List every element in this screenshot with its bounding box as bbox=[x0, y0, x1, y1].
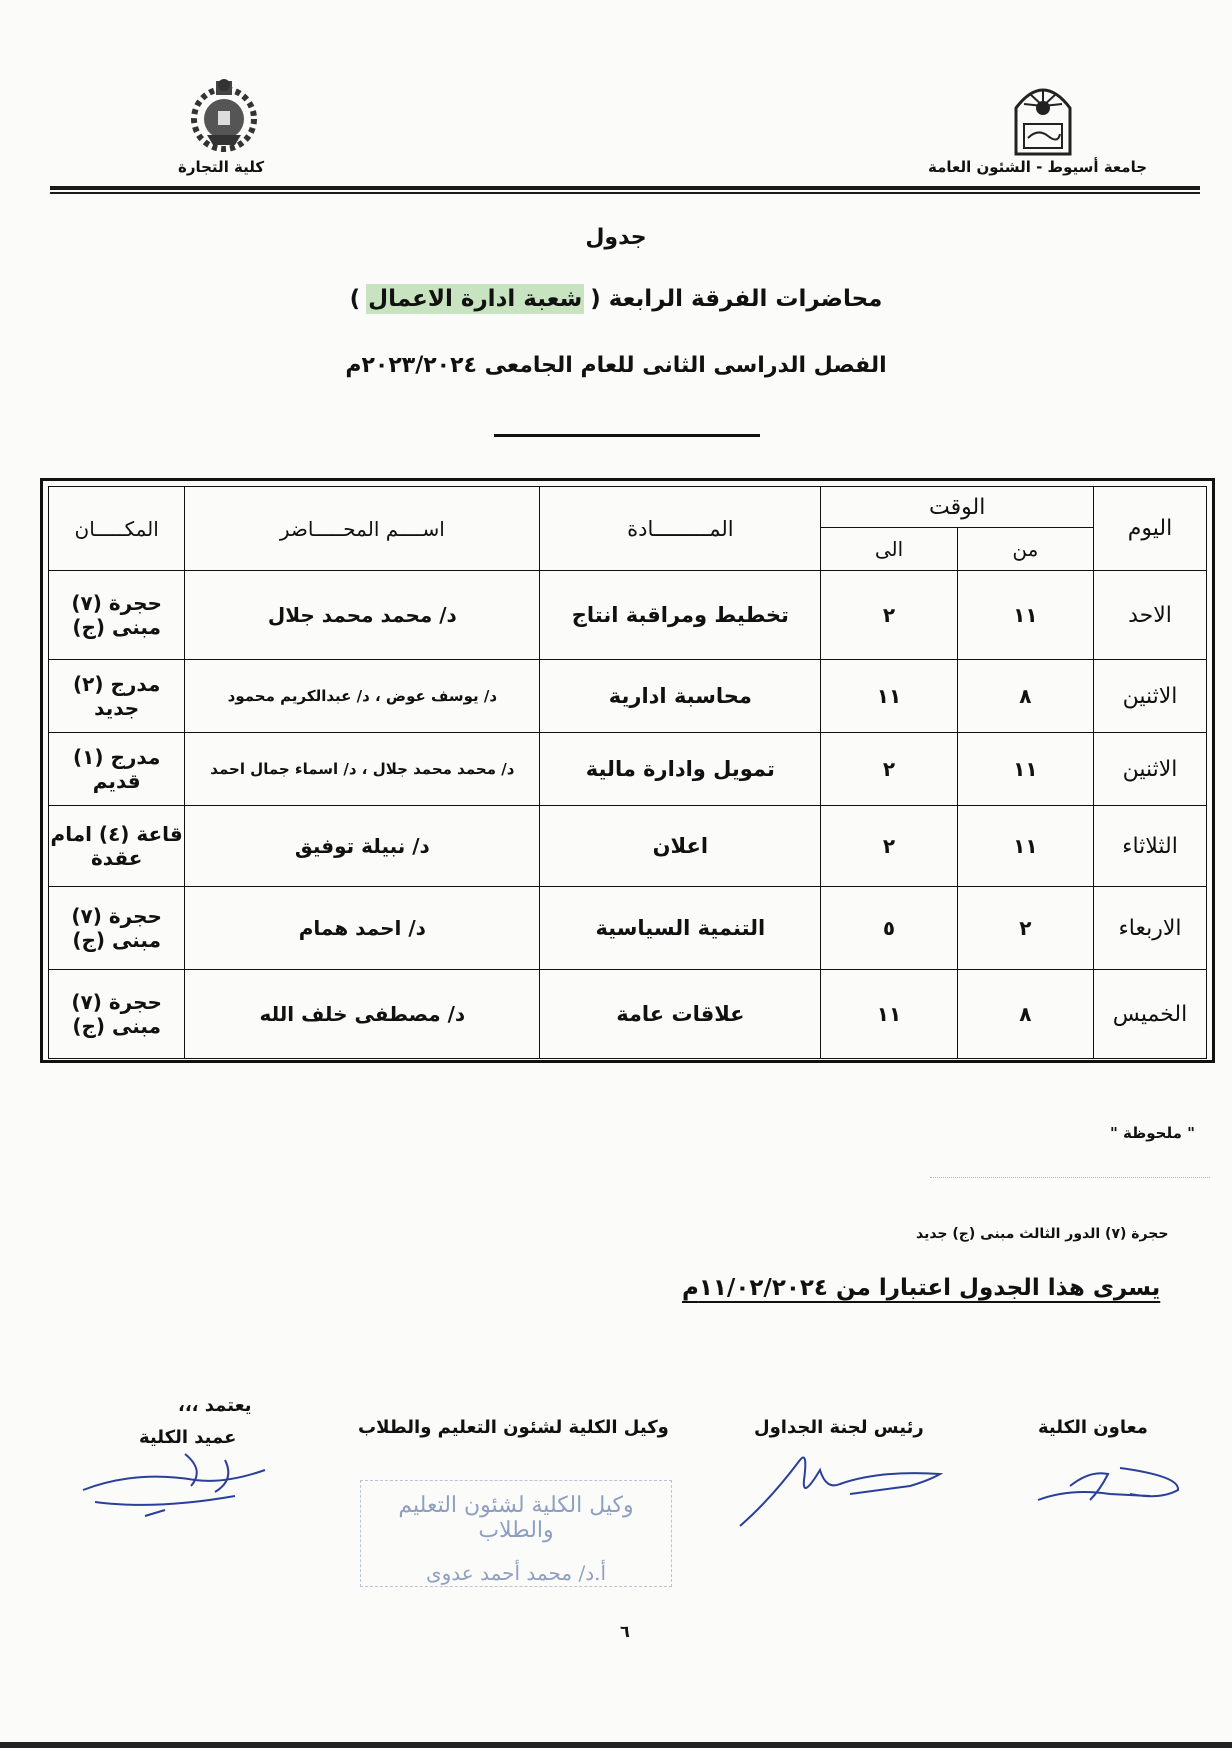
header-subject: المـــــــــادة bbox=[540, 487, 821, 571]
header-day: اليوم bbox=[1094, 487, 1207, 571]
cell-day: الاثنين bbox=[1094, 733, 1207, 806]
cell-to: ٢ bbox=[821, 571, 957, 660]
signatory-vice-dean: وكيل الكلية لشئون التعليم والطلاب bbox=[358, 1417, 669, 1438]
stamp-title: وكيل الكلية لشئون التعليم والطلاب bbox=[398, 1493, 634, 1543]
cell-subject: محاسبة ادارية bbox=[540, 660, 821, 733]
university-logo-icon bbox=[1008, 78, 1078, 156]
header-time: الوقت bbox=[821, 487, 1094, 528]
cell-to: ٢ bbox=[821, 733, 957, 806]
effective-date: يسرى هذا الجدول اعتبارا من ١١/٠٢/٢٠٢٤م bbox=[682, 1275, 1161, 1301]
cell-place: مدرج (١) قديم bbox=[49, 733, 185, 806]
signature-committee-head-icon bbox=[730, 1440, 960, 1530]
cell-place: قاعة (٤) امام عقدة bbox=[49, 806, 185, 887]
doc-title: جدول bbox=[585, 225, 647, 250]
cell-subject: علاقات عامة bbox=[540, 970, 821, 1059]
header-to: الى bbox=[821, 528, 957, 571]
cell-subject: تخطيط ومراقبة انتاج bbox=[540, 571, 821, 660]
page-number: ٦ bbox=[620, 1622, 630, 1641]
cell-subject: اعلان bbox=[540, 806, 821, 887]
signatory-assistant: معاون الكلية bbox=[1038, 1417, 1148, 1438]
subtitle-suffix: ) bbox=[349, 286, 361, 312]
cell-from: ٨ bbox=[957, 970, 1093, 1059]
cell-to: ١١ bbox=[821, 970, 957, 1059]
subtitle-highlight: شعبة ادارة الاعمال bbox=[368, 286, 583, 312]
cell-from: ١١ bbox=[957, 806, 1093, 887]
header-divider-thin bbox=[50, 192, 1200, 194]
title-underline bbox=[494, 434, 760, 437]
header-lecturer: اســــم المحـــــاضر bbox=[185, 487, 540, 571]
cell-day: الاربعاء bbox=[1094, 887, 1207, 970]
cell-from: ١١ bbox=[957, 571, 1093, 660]
table-row bbox=[49, 660, 1207, 733]
faculty-emblem-icon bbox=[185, 75, 263, 155]
university-name: جامعة أسيوط - الشئون العامة bbox=[928, 158, 1148, 176]
cell-place: مدرج (٢) جديد bbox=[49, 660, 185, 733]
cell-place: حجرة (٧) مبنى (ج) bbox=[49, 887, 185, 970]
cell-to: ٥ bbox=[821, 887, 957, 970]
header-from: من bbox=[957, 528, 1093, 571]
cell-from: ١١ bbox=[957, 733, 1093, 806]
schedule-table bbox=[48, 486, 1207, 1059]
cell-day: الخميس bbox=[1094, 970, 1207, 1059]
cell-lecturer: د/ يوسف عوض ، د/ عبدالكريم محمود bbox=[185, 660, 540, 733]
cell-day: الثلاثاء bbox=[1094, 806, 1207, 887]
note-label: " ملحوظة " bbox=[1110, 1124, 1195, 1142]
stamp-name: أ.د/ محمد أحمد عدوى bbox=[425, 1561, 607, 1585]
header-place: المكـــــان bbox=[49, 487, 185, 571]
cell-place: حجرة (٧) مبنى (ج) bbox=[49, 970, 185, 1059]
cell-lecturer: د/ احمد همام bbox=[185, 887, 540, 970]
cell-lecturer: د/ نبيلة توفيق bbox=[185, 806, 540, 887]
cell-day: الاحد bbox=[1094, 571, 1207, 660]
cell-lecturer: د/ محمد محمد جلال ، د/ اسماء جمال احمد bbox=[185, 733, 540, 806]
signature-assistant-icon bbox=[1030, 1460, 1185, 1515]
signatory-dean: عميد الكلية bbox=[139, 1427, 237, 1448]
table-row bbox=[49, 571, 1207, 660]
approval-label: يعتمد ،،، bbox=[178, 1395, 252, 1416]
cell-subject: تمويل وادارة مالية bbox=[540, 733, 821, 806]
official-stamp bbox=[360, 1480, 672, 1587]
cell-lecturer: د/ محمد محمد جلال bbox=[185, 571, 540, 660]
table-row bbox=[49, 806, 1207, 887]
cell-subject: التنمية السياسية bbox=[540, 887, 821, 970]
cell-from: ٨ bbox=[957, 660, 1093, 733]
header-divider bbox=[50, 186, 1200, 190]
signature-dean-icon bbox=[75, 1440, 275, 1520]
table-row bbox=[49, 887, 1207, 970]
faint-scan-line bbox=[930, 1177, 1210, 1190]
doc-subtitle bbox=[0, 286, 1232, 312]
room-note: حجرة (٧) الدور الثالث مبنى (ج) جديد bbox=[916, 1226, 1169, 1242]
cell-day: الاثنين bbox=[1094, 660, 1207, 733]
cell-lecturer: د/ مصطفى خلف الله bbox=[185, 970, 540, 1059]
table-row bbox=[49, 733, 1207, 806]
scan-bottom-edge bbox=[0, 1742, 1232, 1748]
college-name: كلية التجارة bbox=[178, 158, 265, 176]
semester-line: الفصل الدراسى الثانى للعام الجامعى ٢٠٢٣/٢٠٢٤م bbox=[345, 353, 887, 378]
subtitle-prefix: محاضرات الفرقة الرابعة ( bbox=[590, 286, 883, 312]
table-row bbox=[49, 970, 1207, 1059]
cell-from: ٢ bbox=[957, 887, 1093, 970]
signatory-committee-head: رئيس لجنة الجداول bbox=[754, 1417, 924, 1438]
cell-place: حجرة (٧) مبنى (ج) bbox=[49, 571, 185, 660]
cell-to: ٢ bbox=[821, 806, 957, 887]
cell-to: ١١ bbox=[821, 660, 957, 733]
